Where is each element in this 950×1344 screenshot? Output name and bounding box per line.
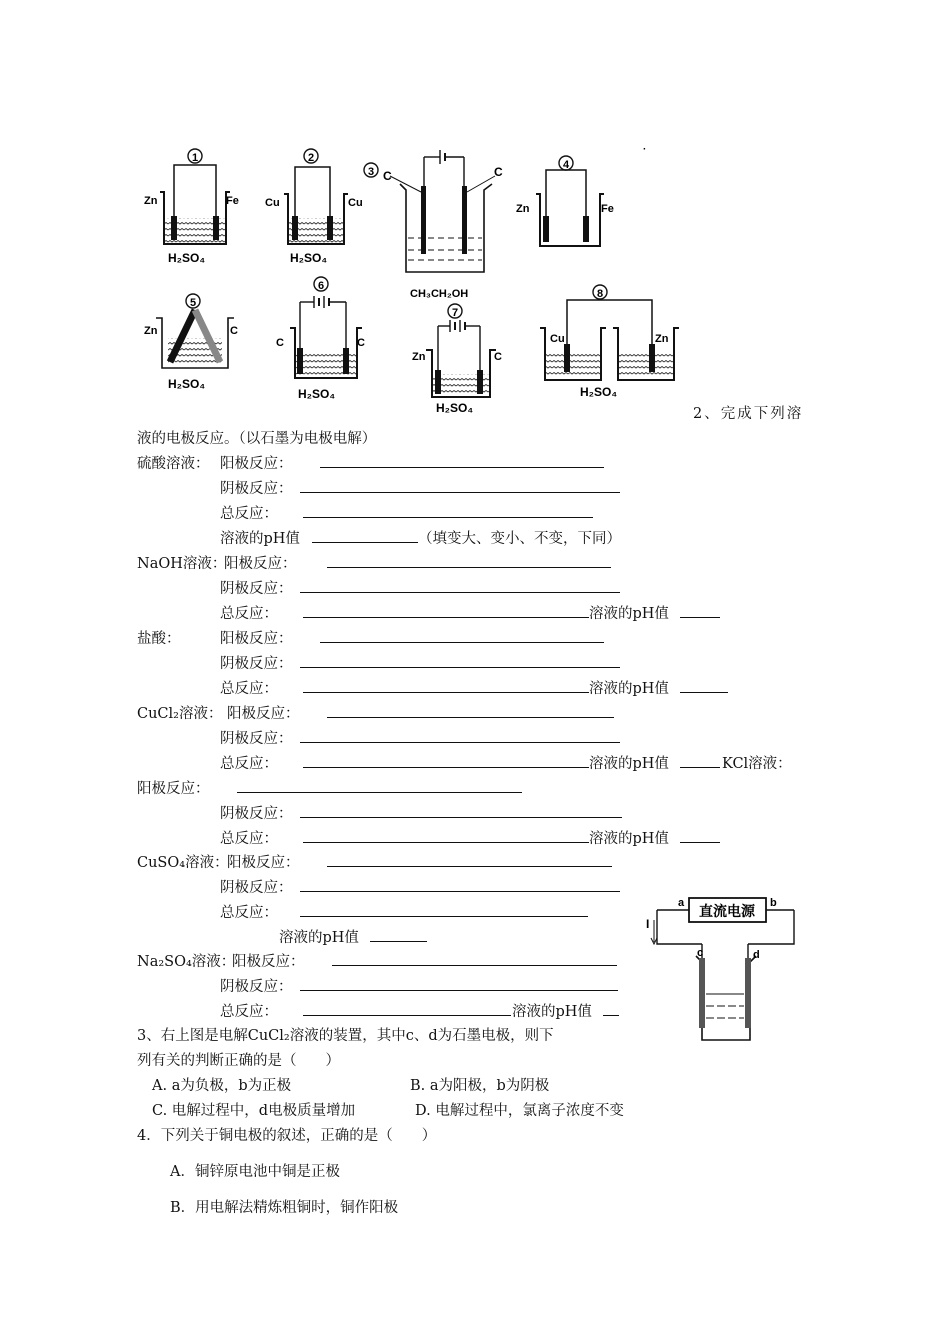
svg-text:5: 5 xyxy=(189,297,197,309)
svg-text:Cu: Cu xyxy=(550,333,565,345)
na2so4-label: Na₂SO₄溶液： xyxy=(137,954,236,970)
svg-text:C: C xyxy=(357,337,365,349)
svg-text:C: C xyxy=(494,351,502,363)
kcl-ph-label: 溶液的pH值 xyxy=(589,831,669,847)
naoh-cathode-blank[interactable] xyxy=(300,592,620,593)
naoh-anode-blank[interactable] xyxy=(327,567,611,568)
h2so4-total-blank[interactable] xyxy=(303,517,593,518)
hcl-label: 盐酸： xyxy=(137,631,181,647)
svg-text:2: 2 xyxy=(307,152,315,164)
svg-text:H₂SO₄: H₂SO₄ xyxy=(436,401,474,415)
q3-option-a[interactable]: A. a为负极，b为正极 xyxy=(152,1078,292,1094)
power-title: 直流电源 xyxy=(699,903,755,919)
svg-text:Zn: Zn xyxy=(412,351,426,363)
q3-option-c[interactable]: C. 电解过程中，d电极质量增加 xyxy=(152,1103,356,1119)
h2so4-anode-blank[interactable] xyxy=(320,467,604,468)
cell-1-electrolyte: H₂SO₄ xyxy=(168,251,206,265)
cell-6 xyxy=(276,277,365,401)
svg-text:a: a xyxy=(678,897,685,909)
hcl-total-label: 总反应： xyxy=(220,681,278,697)
cell-3 xyxy=(364,150,503,272)
na2so4-anode-blank[interactable] xyxy=(332,965,617,966)
svg-text:7: 7 xyxy=(451,307,459,319)
svg-text:I: I xyxy=(646,917,650,931)
q4-option-a[interactable]: A．铜锌原电池中铜是正极 xyxy=(170,1164,340,1180)
q3-option-d[interactable]: D. 电解过程中，氯离子浓度不变 xyxy=(415,1103,624,1119)
h2so4-cathode-blank[interactable] xyxy=(300,492,620,493)
cuso4-ph-label: 溶液的pH值 xyxy=(279,930,359,946)
svg-text:3: 3 xyxy=(367,166,375,178)
svg-text:6: 6 xyxy=(317,280,325,292)
dc-power-electrolysis-figure xyxy=(640,890,810,1050)
cell-1-left: Zn xyxy=(144,195,158,207)
svg-text:Zn: Zn xyxy=(516,203,530,215)
cucl2-ph-label: 溶液的pH值 xyxy=(589,756,669,772)
cuso4-ph-blank[interactable] xyxy=(370,941,427,942)
svg-text:8: 8 xyxy=(596,288,604,300)
h2so4-anode-label: 阳极反应： xyxy=(220,456,293,472)
svg-text:Cu: Cu xyxy=(348,197,363,209)
svg-text:b: b xyxy=(770,897,777,909)
naoh-total-label: 总反应： xyxy=(220,606,278,622)
cuso4-cathode-label: 阴极反应： xyxy=(220,880,293,896)
q3-option-b[interactable]: B. a为阳极，b为阴极 xyxy=(410,1078,550,1094)
svg-text:H₂SO₄: H₂SO₄ xyxy=(290,251,328,265)
svg-text:Zn: Zn xyxy=(655,333,669,345)
svg-text:4: 4 xyxy=(562,159,570,171)
svg-text:·: · xyxy=(643,144,647,155)
h2so4-cathode-label: 阴极反应： xyxy=(220,481,293,497)
cucl2-anode-label: 阳极反应： xyxy=(227,706,300,722)
kcl-ph-blank[interactable] xyxy=(680,842,720,843)
hcl-anode-blank[interactable] xyxy=(320,642,604,643)
q3-stem-1: 3、右上图是电解CuCl₂溶液的装置，其中c、d为石墨电极，则下 xyxy=(137,1028,554,1044)
cell-5 xyxy=(144,294,238,391)
na2so4-cathode-blank[interactable] xyxy=(300,990,618,991)
q2-intro-2: 液的电极反应。（以石墨为电极电解） xyxy=(137,431,377,447)
cuso4-anode-blank[interactable] xyxy=(327,866,612,867)
q4-stem: 4．下列关于铜电极的叙述，正确的是（ ） xyxy=(137,1128,437,1144)
na2so4-cathode-label: 阴极反应： xyxy=(220,979,293,995)
h2so4-ph-label: 溶液的pH值 xyxy=(220,531,300,547)
svg-text:Zn: Zn xyxy=(144,325,158,337)
cell-7-top-label: CH₃CH₂OH xyxy=(410,288,469,300)
cuso4-label: CuSO₄溶液： xyxy=(137,855,229,871)
cucl2-cathode-label: 阴极反应： xyxy=(220,731,293,747)
hcl-ph-label: 溶液的pH值 xyxy=(589,681,669,697)
hcl-total-blank[interactable] xyxy=(303,692,589,693)
cucl2-total-label: 总反应： xyxy=(220,756,278,772)
q3-stem-2: 列有关的判断正确的是（ ） xyxy=(137,1053,340,1069)
na2so4-ph-blank[interactable] xyxy=(603,1015,619,1016)
cell-4 xyxy=(516,156,614,246)
hcl-cathode-label: 阴极反应： xyxy=(220,656,293,672)
cuso4-total-blank[interactable] xyxy=(300,916,588,917)
kcl-cathode-blank[interactable] xyxy=(300,817,622,818)
hcl-anode-label: 阳极反应： xyxy=(220,631,293,647)
kcl-cathode-label: 阴极反应： xyxy=(220,806,293,822)
naoh-total-blank[interactable] xyxy=(303,617,589,618)
hcl-cathode-blank[interactable] xyxy=(300,667,620,668)
svg-text:H₂SO₄: H₂SO₄ xyxy=(580,385,618,399)
svg-text:H₂SO₄: H₂SO₄ xyxy=(298,387,336,401)
svg-text:C: C xyxy=(276,337,284,349)
kcl-anode-blank[interactable] xyxy=(237,792,522,793)
cucl2-cathode-blank[interactable] xyxy=(300,742,620,743)
cell-2 xyxy=(265,149,363,265)
naoh-label: NaOH溶液： xyxy=(137,556,227,572)
cell-7 xyxy=(410,288,502,415)
kcl-label: KCl溶液： xyxy=(722,756,792,772)
svg-text:C: C xyxy=(494,165,503,179)
kcl-anode-label: 阳极反应： xyxy=(137,781,210,797)
svg-text:c: c xyxy=(697,947,704,959)
cell-8 xyxy=(540,285,679,399)
na2so4-anode-label: 阳极反应： xyxy=(232,954,305,970)
ph-note: （填变大、变小、不变，下同） xyxy=(418,531,621,547)
cell-1-num: 1 xyxy=(191,152,199,164)
q2-intro-1: 2、完成下列溶 xyxy=(693,406,804,422)
naoh-ph-blank[interactable] xyxy=(680,617,720,618)
na2so4-total-label: 总反应： xyxy=(220,1004,278,1020)
h2so4-ph-blank[interactable] xyxy=(312,542,418,543)
naoh-cathode-label: 阴极反应： xyxy=(220,581,293,597)
q4-option-b[interactable]: B．用电解法精炼粗铜时，铜作阳极 xyxy=(170,1200,399,1216)
cell-1-right: Fe xyxy=(226,195,239,207)
cuso4-cathode-blank[interactable] xyxy=(300,891,620,892)
cucl2-ph-blank[interactable] xyxy=(680,767,720,768)
h2so4-total-label: 总反应： xyxy=(220,506,278,522)
na2so4-ph-label: 溶液的pH值 xyxy=(512,1004,592,1020)
cell-1 xyxy=(144,149,239,265)
cuso4-total-label: 总反应： xyxy=(220,905,278,921)
kcl-total-label: 总反应： xyxy=(220,831,278,847)
svg-text:C: C xyxy=(383,169,392,183)
svg-text:H₂SO₄: H₂SO₄ xyxy=(168,377,206,391)
hcl-ph-blank[interactable] xyxy=(680,692,728,693)
cucl2-anode-blank[interactable] xyxy=(327,717,614,718)
na2so4-total-blank[interactable] xyxy=(303,1015,511,1016)
naoh-ph-label: 溶液的pH值 xyxy=(589,606,669,622)
naoh-anode-label: 阳极反应： xyxy=(224,556,297,572)
h2so4-label: 硫酸溶液： xyxy=(137,456,210,472)
cucl2-total-blank[interactable] xyxy=(303,767,589,768)
svg-text:Fe: Fe xyxy=(601,203,614,215)
svg-text:Cu: Cu xyxy=(265,197,280,209)
svg-text:C: C xyxy=(230,325,238,337)
svg-text:d: d xyxy=(753,949,760,961)
cucl2-label: CuCl₂溶液： xyxy=(137,706,223,722)
cuso4-anode-label: 阳极反应： xyxy=(227,855,300,871)
kcl-total-blank[interactable] xyxy=(303,842,589,843)
electrochemical-cells-figure xyxy=(0,0,950,420)
